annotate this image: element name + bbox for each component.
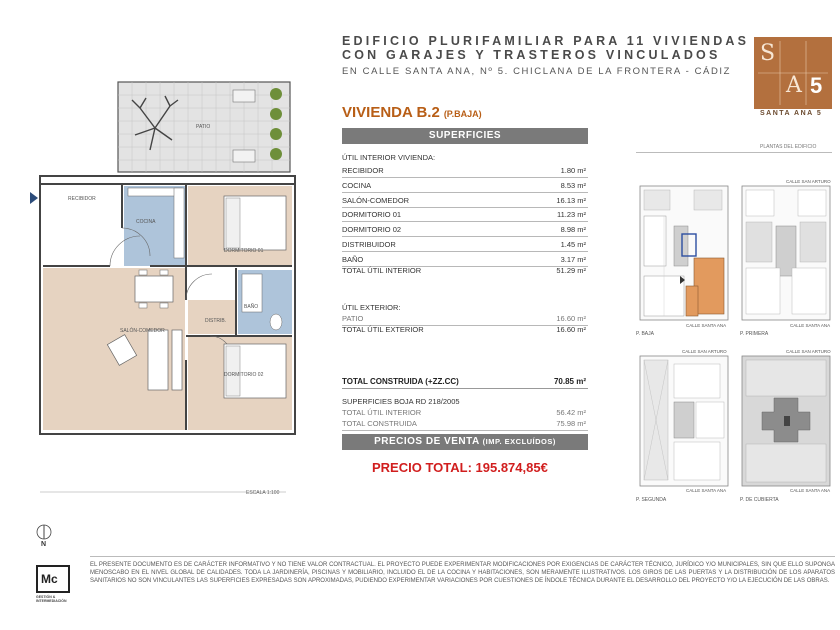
- total-interior-row: [342, 265, 588, 277]
- sunbed: [233, 90, 255, 102]
- surface-value: 3.17 m²: [560, 255, 586, 264]
- divider: [636, 152, 832, 153]
- room-label-bano: BAÑO: [244, 304, 259, 310]
- surface-name: DORMITORIO 02: [342, 225, 402, 234]
- plan-segunda: [640, 356, 728, 486]
- surface-name: TOTAL ÚTIL EXTERIOR: [342, 325, 424, 334]
- street-label: CALLE SANTA ANA: [686, 323, 727, 328]
- logo-number: 5: [810, 73, 823, 98]
- distrib-floor: [188, 300, 236, 334]
- header-line3: EN CALLE SANTA ANA, Nº 5. CHICLANA DE LA FRONTERA - CÁDIZ: [342, 66, 732, 77]
- plan-baja: [640, 186, 728, 320]
- interior-label: ÚTIL INTERIOR VIVIENDA:: [342, 153, 436, 162]
- surface-value: 75.98 m²: [556, 419, 586, 428]
- plan-label: P. DE CUBIERTA: [740, 497, 779, 503]
- precio-total: PRECIO TOTAL: 195.874,85€: [372, 460, 548, 475]
- plan-cubierta: [742, 356, 830, 486]
- total-exterior-row: [342, 324, 588, 336]
- room-label-dormitorio02: DORMITORIO 02: [224, 372, 264, 378]
- company-logo: [36, 565, 74, 603]
- footer-divider: [90, 556, 835, 557]
- scale-label: ESCALA 1:100: [246, 490, 280, 496]
- room-label-distrib: DISTRIB.: [205, 318, 227, 324]
- room-label-recibidor: RECIBIDOR: [68, 196, 96, 202]
- street-label: CALLE SANTA ANA: [686, 488, 727, 493]
- plan-label: P. SEGUNDA: [636, 497, 667, 503]
- disclaimer-text: EL PRESENTE DOCUMENTO ES DE CARÁCTER INFORMATIVO Y NO TIENE VALOR CONTRACTUAL. EL PROYECTO PUEDE EXPERIMENTAR MODIFICACIONES POR EXIGENCIAS DE CARÁCTER TÉCNICO, JURÍDICO Y/O MUNICIPALES, SIN QUE ELLO SUPONGA MENOSCABO EN EL NIVEL GLOBAL DE CALIDADES. TODA LA JARDINERÍA, PISCINAS Y MOBILIARIO, INCLUIDO EL DE LA COCINA Y HABITACIONES, SON MERAMENTE ILUSTRATIVOS. LOS GIROS DE LAS PUERTAS Y LA DISTRIBUCIÓN DE LOS APARATOS SANITARIOS NO SON VINCULANTES LAS SUPERFICIES EXPRESADAS SON APROXIMADAS, PUDIENDO EXPERIMENTAR VARIACIONES POR CUESTIONES DE ÍNDOLE TÉCNICA DURANTE EL DESARROLLO DEL PROYECTO Y/O LA EJECUCIÓN DE LAS OBRAS.: [90, 562, 835, 584]
- plantas-heading: PLANTAS DEL EDIFICIO: [760, 144, 817, 150]
- exterior-label: ÚTIL EXTERIOR:: [342, 303, 401, 312]
- surface-name: SALÓN-COMEDOR: [342, 196, 410, 205]
- vivienda-floor: (P.BAJA): [443, 109, 482, 119]
- vivienda-name: VIVIENDA B.2: [342, 104, 440, 121]
- logo-letter-s: S: [760, 41, 776, 66]
- room-label-patio: PATIO: [196, 124, 211, 130]
- header-line2: CON GARAJES Y TRASTEROS VINCULADOS: [342, 48, 721, 62]
- surface-row: [342, 165, 588, 178]
- surface-name: PATIO: [342, 314, 364, 323]
- company-mark: Mc: [41, 572, 58, 586]
- precios-heading-text: PRECIOS DE VENTA: [374, 436, 480, 447]
- surface-row: [342, 224, 588, 237]
- surface-value: 51.29 m²: [556, 266, 586, 275]
- surface-name: DISTRIBUIDOR: [342, 240, 396, 249]
- company-sub: GESTIÓN & INTERMEDIACIÓN: [36, 595, 67, 603]
- surface-row: [342, 239, 588, 252]
- logo-subtitle: SANTA ANA 5: [760, 110, 823, 117]
- entrance-arrow-icon: [30, 192, 38, 204]
- surface-value: 8.98 m²: [560, 225, 586, 234]
- surface-value: 8.53 m²: [560, 181, 586, 190]
- boja-label: SUPERFICIES BOJA RD 218/2005: [342, 397, 460, 406]
- north-label: N: [41, 541, 47, 548]
- surface-value: 16.60 m²: [556, 314, 586, 323]
- surface-value: 16.60 m²: [556, 325, 586, 334]
- surface-name: BAÑO: [342, 255, 364, 264]
- precios-heading: [342, 434, 588, 450]
- surface-name: TOTAL CONSTRUIDA (+ZZ.CC): [342, 377, 459, 386]
- surface-name: DORMITORIO 01: [342, 210, 402, 219]
- total-construida-row: [342, 375, 588, 389]
- surface-name: RECIBIDOR: [342, 166, 384, 175]
- street-label: CALLE SAN ARTURO: [786, 179, 831, 184]
- surface-row: [342, 209, 588, 222]
- vivienda-title: [342, 104, 482, 121]
- plan-label: P. BAJA: [636, 331, 654, 337]
- surface-value: 11.23 m²: [556, 210, 586, 219]
- surface-name: TOTAL CONSTRUIDA: [342, 419, 417, 428]
- logo-letter-a: A: [786, 73, 802, 98]
- surface-value: 16.13 m²: [556, 196, 586, 205]
- surface-value: 70.85 m²: [553, 377, 586, 386]
- north-indicator: [35, 523, 53, 556]
- surface-name: TOTAL ÚTIL INTERIOR: [342, 408, 422, 417]
- building-plans: [634, 176, 834, 506]
- room-label-salon: SALÓN-COMEDOR: [120, 328, 165, 334]
- surface-value: 1.80 m²: [560, 166, 586, 175]
- floor-plan: [0, 70, 340, 500]
- sofa: [148, 330, 168, 390]
- surface-row: [342, 195, 588, 208]
- street-label: CALLE SAN ARTURO: [682, 349, 727, 354]
- street-label: CALLE SANTA ANA: [790, 323, 831, 328]
- street-label: CALLE SANTA ANA: [790, 488, 831, 493]
- header-line1: EDIFICIO PLURIFAMILIAR PARA 11 VIVIENDAS: [342, 34, 750, 48]
- room-label-dormitorio01: DORMITORIO 01: [224, 248, 264, 254]
- dining-table: [135, 276, 173, 302]
- plan-label: P. PRIMERA: [740, 331, 769, 337]
- surface-name: COCINA: [342, 181, 372, 190]
- room-label-cocina: COCINA: [136, 219, 156, 225]
- toilet: [270, 314, 282, 330]
- surface-name: TOTAL ÚTIL INTERIOR: [342, 266, 422, 275]
- surface-row: [342, 418, 588, 431]
- plan-primera: [742, 186, 830, 320]
- surface-row: [342, 180, 588, 193]
- superficies-heading: SUPERFICIES: [342, 128, 588, 144]
- precios-heading-note: (IMP. EXCLUÍDOS): [482, 437, 556, 446]
- surface-value: 56.42 m²: [556, 408, 586, 417]
- brand-logo: [754, 37, 832, 109]
- sunbed: [233, 150, 255, 162]
- surface-value: 1.45 m²: [560, 240, 586, 249]
- street-label: CALLE SAN ARTURO: [786, 349, 831, 354]
